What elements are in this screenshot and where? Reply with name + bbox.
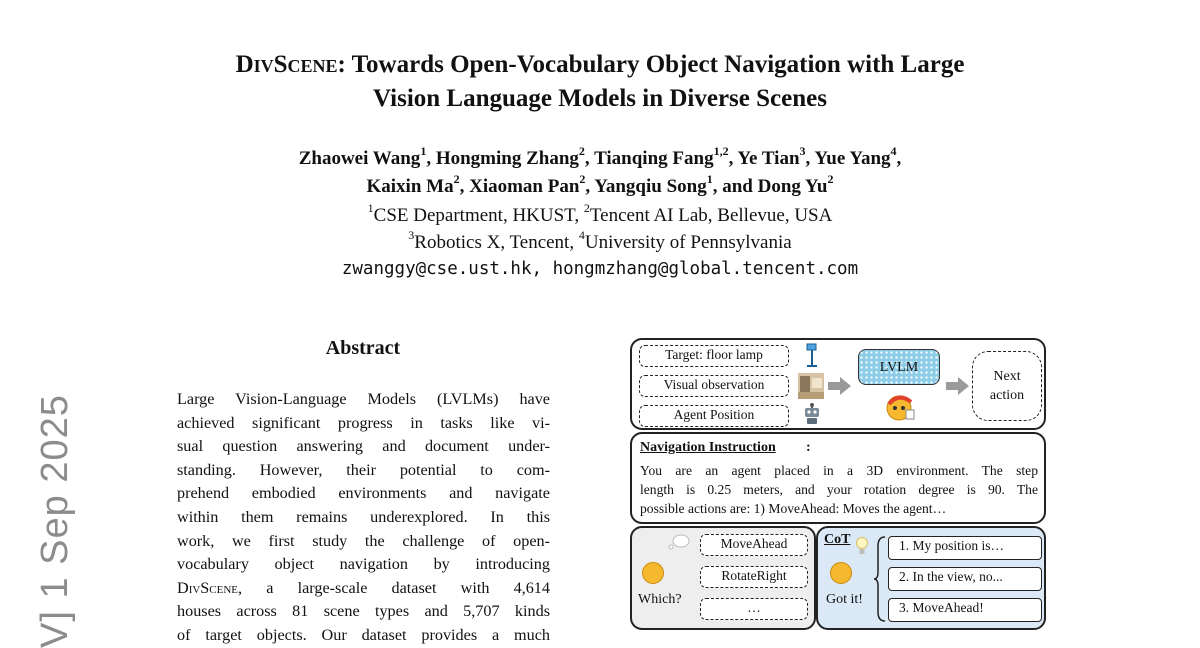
title-system-name: DivScene <box>235 51 338 78</box>
author-name: Ye Tian <box>737 148 800 169</box>
lvlm-mascot-icon <box>884 392 916 422</box>
overview-figure <box>630 338 1046 630</box>
author-name: Hongming Zhang <box>435 148 579 169</box>
input-target-box: Target: floor lamp <box>639 345 789 367</box>
cot-step: 1. My position is… <box>888 536 1042 560</box>
arrow-right-icon <box>828 376 852 396</box>
author-affiliation-mark: 3 <box>799 143 806 158</box>
instruction-line: possible actions are: 1) MoveAhead: Moves the agent… <box>640 501 947 516</box>
author-list <box>0 145 1200 201</box>
aff-mark: 3 <box>408 227 415 242</box>
aff-mark: 2 <box>583 200 590 215</box>
author-separator: , <box>426 148 436 169</box>
author-emails: zwanggy@cse.ust.hk, hongmzhang@global.tencent.com <box>341 259 859 279</box>
next-action-line: action <box>989 388 1025 403</box>
affiliation-text: Tencent AI Lab, Bellevue, USA <box>589 205 833 226</box>
action-choice-panel <box>630 526 816 630</box>
cot-step: 3. MoveAhead! <box>888 598 1042 622</box>
affiliation-text: University of Pennsylvania <box>584 232 792 253</box>
author-row-2 <box>0 173 1200 201</box>
choice-box: RotateRight <box>700 566 808 588</box>
next-action-line: Next <box>993 369 1021 384</box>
lvlm-box: LVLM <box>858 349 940 385</box>
author-affiliation-mark: 2 <box>453 171 460 186</box>
arrow-right-icon <box>946 376 970 396</box>
abstract-line-rest: , a large-scale dataset with 4,614 <box>238 578 550 597</box>
abstract-line: Large Vision-Language Models (LVLMs) have <box>177 390 550 408</box>
pipeline-panel <box>630 338 1046 430</box>
cot-panel <box>816 526 1046 630</box>
instruction-panel <box>630 432 1046 524</box>
got-it-label: Got it! <box>826 592 863 607</box>
instruction-heading-text: Navigation Instruction <box>640 440 776 455</box>
author-affiliation-mark: 4 <box>890 143 897 158</box>
author-separator: , <box>459 176 470 197</box>
choice-box: … <box>700 598 808 620</box>
cot-label: CoT <box>824 532 851 547</box>
thought-bubble-icon <box>668 534 690 550</box>
abstract-line: prehend embodied environments and navigate <box>177 484 550 503</box>
choice-box: MoveAhead <box>700 534 808 556</box>
author-affiliation-mark: 2 <box>827 171 834 186</box>
author-name: Xiaoman Pan <box>469 176 580 197</box>
aff-mark: 4 <box>578 227 585 242</box>
author-separator: , <box>584 148 595 169</box>
author-separator: , and <box>712 176 758 197</box>
affiliations <box>0 202 1200 256</box>
arxiv-stamp: V] 1 Sep 2025 <box>34 394 76 648</box>
aff-mark: 1 <box>367 200 374 215</box>
author-row-1 <box>0 145 1200 173</box>
affiliation-line-1 <box>0 202 1200 229</box>
author-name: Tianqing Fang <box>594 148 714 169</box>
author-separator: , <box>805 148 815 169</box>
author-name: Yangqiu Song <box>594 176 707 197</box>
robot-icon <box>802 403 822 425</box>
affiliation-line-2 <box>0 229 1200 256</box>
author-affiliation-mark: 1 <box>706 171 713 186</box>
abstract-line: of target objects. Our dataset provides a much <box>177 625 550 644</box>
abstract-body <box>177 388 550 648</box>
abstract-line: work, we first study the challenge of open- <box>177 531 550 550</box>
author-separator: , <box>896 148 902 169</box>
author-name: Zhaowei Wang <box>298 148 421 169</box>
thinking-face-icon <box>830 562 852 584</box>
thinking-face-icon <box>642 562 664 584</box>
author-affiliation-mark: 2 <box>579 171 586 186</box>
instruction-text <box>640 461 1038 518</box>
author-separator: , <box>585 176 595 197</box>
title-line-1: : Towards Open-Vocabulary Object Navigation with Large <box>337 51 965 78</box>
input-position-box: Agent Position <box>639 405 789 427</box>
author-separator: , <box>728 148 738 169</box>
abstract-line: standing. However, their potential to com- <box>177 460 550 479</box>
author-name: Kaixin Ma <box>366 176 454 197</box>
abstract-line: within them remains underexplored. In this <box>177 507 550 526</box>
dataset-name: DivScene <box>177 578 239 597</box>
floor-lamp-icon <box>804 343 820 369</box>
author-affiliation-mark: 2 <box>578 143 585 158</box>
brace-icon <box>874 536 886 622</box>
next-action-box <box>972 351 1042 421</box>
abstract-line: houses across 81 scene types and 5,707 kinds <box>177 602 550 621</box>
lightbulb-icon <box>856 536 868 558</box>
affiliation-text: CSE Department, HKUST, <box>373 205 584 226</box>
instruction-line: You are an agent placed in a 3D environment. The step <box>640 463 1038 478</box>
observation-image-icon <box>798 373 824 399</box>
cot-step: 2. In the view, no... <box>888 567 1042 591</box>
instruction-colon: : <box>806 440 811 455</box>
abstract-line: sual question answering and document under- <box>177 437 550 456</box>
abstract-heading: Abstract <box>325 337 401 359</box>
abstract-line: achieved significant progress in tasks like vi- <box>177 413 550 432</box>
paper-title <box>0 48 1200 116</box>
author-affiliation-mark: 1,2 <box>713 143 729 158</box>
author-name: Dong Yu <box>757 176 828 197</box>
abstract-line: vocabulary object navigation by introducing <box>177 555 550 574</box>
which-label: Which? <box>638 592 682 607</box>
author-name: Yue Yang <box>814 148 891 169</box>
instruction-line: length is 0.25 meters, and your rotation degree is 90. The <box>640 482 1038 497</box>
input-visual-box: Visual observation <box>639 375 789 397</box>
instruction-heading <box>640 440 776 456</box>
title-line-2: Vision Language Models in Diverse Scenes <box>373 85 827 112</box>
author-affiliation-mark: 1 <box>420 143 427 158</box>
affiliation-text: Robotics X, Tencent, <box>414 232 579 253</box>
abstract-line <box>177 577 550 601</box>
